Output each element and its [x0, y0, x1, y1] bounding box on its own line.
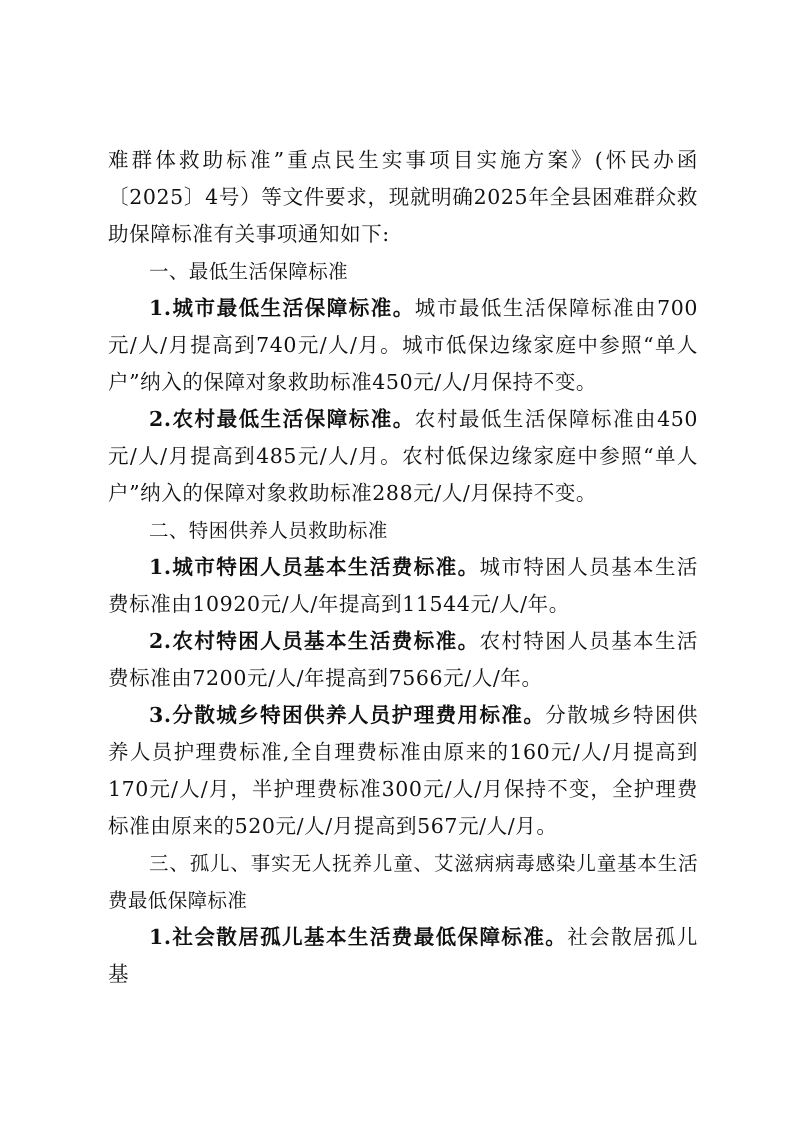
item-body: 农村特困人员基本生活费标准由7200元/人/年提高到7566元/人/年。 — [108, 629, 698, 690]
section-heading-orphans: 三、孤儿、事实无人抚养儿童、艾滋病病毒感染儿童基本生活费最低保障标准 — [108, 852, 698, 912]
opening-paragraph: 难群体救助标准”重点民生实事项目实施方案》(怀民办函〔2025〕4号）等文件要求，现就明确2025年全县困难群众救助保障标准有关事项通知如下: — [108, 148, 698, 246]
paragraph-rural-minimum-living — [108, 401, 698, 512]
section-heading-minimum-living: 一、最低生活保障标准 — [149, 260, 349, 283]
item-title: 1.城市特困人员基本生活费标准。 — [149, 555, 480, 579]
item-title: 2.农村特困人员基本生活费标准。 — [149, 629, 480, 653]
item-body: 分散城乡特困供养人员护理费标准,全自理费标准由原来的160元/人/月提高到170元/人/月，半护理费标准300元/人/月保持不变，全护理费标准由原来的520元/人/月提高到567元/人/月。 — [108, 703, 698, 838]
item-title: 3.分散城乡特困供养人员护理费用标准。 — [149, 703, 546, 727]
document-body — [108, 142, 698, 993]
paragraph-urban-minimum-living — [108, 290, 698, 401]
item-body: 社会散居孤儿基 — [108, 925, 698, 986]
paragraph-nursing-fee — [108, 697, 698, 845]
item-body: 农村最低生活保障标准由450元/人/月提高到485元/人/月。农村低保边缘家庭中参照“单人户”纳入的保障对象救助标准288元/人/月保持不变。 — [108, 407, 698, 505]
paragraph-rural-extreme-poverty — [108, 623, 698, 697]
section-heading-extreme-poverty: 二、特困供养人员救助标准 — [149, 519, 388, 542]
item-body: 城市特困人员基本生活费标准由10920元/人/年提高到11544元/人/年。 — [108, 555, 698, 616]
paragraph-scattered-orphans — [108, 919, 698, 993]
item-title: 1.社会散居孤儿基本生活费最低保障标准。 — [149, 925, 568, 949]
item-title: 1.城市最低生活保障标准。 — [149, 296, 415, 320]
item-title: 2.农村最低生活保障标准。 — [149, 407, 415, 431]
item-body: 城市最低生活保障标准由700元/人/月提高到740元/人/月。城市低保边缘家庭中参照“单人户”纳入的保障对象救助标准450元/人/月保持不变。 — [108, 296, 698, 394]
paragraph-urban-extreme-poverty — [108, 549, 698, 623]
